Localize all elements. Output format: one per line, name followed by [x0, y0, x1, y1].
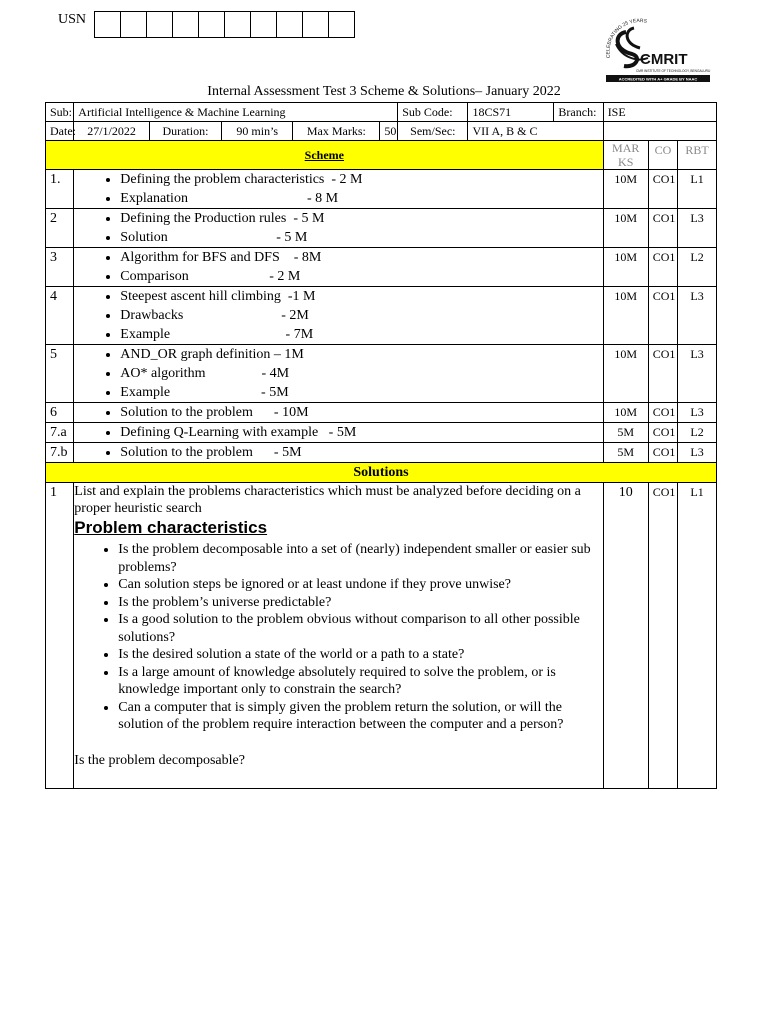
- usn-box: [302, 11, 329, 38]
- marks-cell: 10M: [603, 403, 648, 423]
- marks-column-header: MAR KS: [603, 141, 648, 170]
- maxmarks-label: Max Marks:: [293, 122, 380, 141]
- scheme-item-list: [74, 170, 602, 208]
- co-cell: CO1: [648, 423, 677, 443]
- scheme-item-list: [74, 248, 602, 286]
- date-label: Date:: [46, 122, 74, 141]
- scheme-item: • Defining the problem characteristics - 2 M: [120, 170, 602, 189]
- document-title: Internal Assessment Test 3 Scheme & Solutions– January 2022: [207, 84, 561, 99]
- question-number: 6: [46, 403, 74, 423]
- date-value: 27/1/2022: [74, 122, 149, 141]
- question-number: 7.a: [46, 423, 74, 443]
- solution-rbt: L1: [678, 483, 717, 789]
- co-cell: CO1: [648, 170, 677, 209]
- scheme-rows: [46, 170, 717, 463]
- usn-box: [328, 11, 355, 38]
- logo-subtitle: CMR INSTITUTE OF TECHNOLOGY, BENGALURU: [636, 69, 711, 73]
- question-number: 7.b: [46, 443, 74, 463]
- usn-boxes: [95, 11, 355, 38]
- scheme-row: [46, 443, 717, 463]
- header-row-date: [46, 122, 717, 141]
- co-cell: CO1: [648, 345, 677, 403]
- scheme-item-list: [74, 287, 602, 344]
- co-cell: CO1: [648, 209, 677, 248]
- co-cell: CO1: [648, 287, 677, 345]
- solution-list: [74, 541, 598, 734]
- solution-row: [46, 483, 717, 789]
- solution-item: • Is the problem decomposable into a set of (nearly) independent smaller or easier sub problems?: [118, 541, 598, 576]
- scheme-item: • Example - 5M: [120, 383, 602, 402]
- scheme-item: • Defining Q-Learning with example - 5M: [120, 423, 602, 442]
- scheme-table: [45, 102, 717, 789]
- solution-question-text: List and explain the problems characteristics which must be analyzed before deciding on a proper heuristic search: [74, 484, 581, 516]
- logo-arc-text: CELEBRATING 25 YEARS: [605, 18, 648, 59]
- obe-label: [603, 122, 716, 141]
- scheme-item: • Solution to the problem - 5M: [120, 443, 602, 462]
- scheme-item-list: [74, 345, 602, 402]
- usn-box: [120, 11, 147, 38]
- solution-co: CO1: [648, 483, 677, 789]
- sub-label: Sub:: [46, 103, 74, 122]
- solution-item: • Is the desired solution a state of the world or a path to a state?: [118, 646, 598, 664]
- maxmarks-value: 50: [380, 122, 398, 141]
- solution-heading: Problem characteristics: [74, 518, 268, 537]
- solution-content: [74, 483, 603, 789]
- branch-label: Branch:: [554, 103, 603, 122]
- scheme-item: • AO* algorithm - 4M: [120, 364, 602, 383]
- solution-item: • Can a computer that is simply given the problem return the solution, or will the solution of the problem require interaction between the computer and a person?: [118, 699, 598, 734]
- scheme-row: [46, 287, 717, 345]
- scheme-items-cell: [74, 209, 603, 248]
- branch-value: ISE: [603, 103, 716, 122]
- solution-item: • Can solution steps be ignored or at least undone if they prove unwise?: [118, 576, 598, 594]
- scheme-row: [46, 248, 717, 287]
- scheme-item: • Example - 7M: [120, 325, 602, 344]
- usn-box: [250, 11, 277, 38]
- marks-cell: 10M: [603, 209, 648, 248]
- scheme-heading: Scheme: [46, 141, 604, 170]
- scheme-item: • Steepest ascent hill climbing -1 M: [120, 287, 602, 306]
- rbt-cell: L3: [678, 287, 717, 345]
- usn-label: USN: [58, 12, 87, 27]
- scheme-items-cell: [74, 170, 603, 209]
- question-number: 5: [46, 345, 74, 403]
- solutions-heading: Solutions: [46, 463, 717, 483]
- scheme-items-cell: [74, 403, 603, 423]
- rbt-cell: L1: [678, 170, 717, 209]
- header-row-subject: [46, 103, 717, 122]
- solution-question-number: 1: [46, 483, 74, 789]
- solution-item: • Is a large amount of knowledge absolutely required to solve the problem, or is knowledge important only to constrain the search?: [118, 664, 598, 699]
- scheme-row: [46, 403, 717, 423]
- question-number: 1.: [46, 170, 74, 209]
- solution-marks: 10: [603, 483, 648, 789]
- scheme-item: • Comparison - 2 M: [120, 267, 602, 286]
- rbt-cell: L2: [678, 248, 717, 287]
- rbt-cell: L3: [678, 345, 717, 403]
- scheme-item: • Algorithm for BFS and DFS - 8M: [120, 248, 602, 267]
- marks-cell: 10M: [603, 170, 648, 209]
- co-cell: CO1: [648, 248, 677, 287]
- marks-cell: 10M: [603, 287, 648, 345]
- scheme-item-list: [74, 443, 602, 462]
- co-column-header: CO: [648, 141, 677, 170]
- usn-box: [172, 11, 199, 38]
- scheme-row: [46, 209, 717, 248]
- scheme-item: • Explanation - 8 M: [120, 189, 602, 208]
- duration-label: Duration:: [149, 122, 221, 141]
- scheme-items-cell: [74, 423, 603, 443]
- rbt-cell: L3: [678, 403, 717, 423]
- question-number: 2: [46, 209, 74, 248]
- solutions-heading-row: [46, 463, 717, 483]
- scheme-items-cell: [74, 443, 603, 463]
- duration-value: 90 min’s: [222, 122, 293, 141]
- scheme-row: [46, 423, 717, 443]
- subcode-value: 18CS71: [468, 103, 554, 122]
- rbt-column-header: RBT: [678, 141, 717, 170]
- usn-box: [276, 11, 303, 38]
- solution-last-line: Is the problem decomposable?: [74, 752, 245, 768]
- usn-box: [198, 11, 225, 38]
- scheme-item-list: [74, 209, 602, 247]
- scheme-items-cell: [74, 287, 603, 345]
- question-number: 3: [46, 248, 74, 287]
- marks-cell: 10M: [603, 345, 648, 403]
- scheme-item: • Defining the Production rules - 5 M: [120, 209, 602, 228]
- semsec-value: VII A, B & C: [468, 122, 603, 141]
- marks-cell: 5M: [603, 423, 648, 443]
- scheme-item: • Solution - 5 M: [120, 228, 602, 247]
- co-cell: CO1: [648, 403, 677, 423]
- usn-box: [224, 11, 251, 38]
- co-cell: CO1: [648, 443, 677, 463]
- marks-cell: 10M: [603, 248, 648, 287]
- cmrit-logo: [596, 14, 714, 84]
- logo-accreditation: ACCREDITED WITH A+ GRADE BY NAAC: [618, 76, 698, 82]
- scheme-items-cell: [74, 345, 603, 403]
- question-number: 4: [46, 287, 74, 345]
- scheme-row: [46, 345, 717, 403]
- semsec-label: Sem/Sec:: [398, 122, 468, 141]
- solution-item: • Is the problem’s universe predictable?: [118, 594, 598, 612]
- scheme-items-cell: [74, 248, 603, 287]
- scheme-item: • AND_OR graph definition – 1M: [120, 345, 602, 364]
- logo-name: CMRIT: [640, 51, 688, 68]
- subcode-label: Sub Code:: [398, 103, 468, 122]
- scheme-item-list: [74, 423, 602, 442]
- scheme-heading-row: [46, 141, 717, 170]
- rbt-cell: L3: [678, 443, 717, 463]
- usn-box: [94, 11, 121, 38]
- rbt-cell: L3: [678, 209, 717, 248]
- solution-item: • Is a good solution to the problem obvious without comparison to all other possible solutions?: [118, 611, 598, 646]
- usn-box: [146, 11, 173, 38]
- rbt-cell: L2: [678, 423, 717, 443]
- scheme-item-list: [74, 403, 602, 422]
- marks-cell: 5M: [603, 443, 648, 463]
- sub-value: Artificial Intelligence & Machine Learning: [74, 103, 398, 122]
- scheme-row: [46, 170, 717, 209]
- scheme-item: • Drawbacks - 2M: [120, 306, 602, 325]
- scheme-item: • Solution to the problem - 10M: [120, 403, 602, 422]
